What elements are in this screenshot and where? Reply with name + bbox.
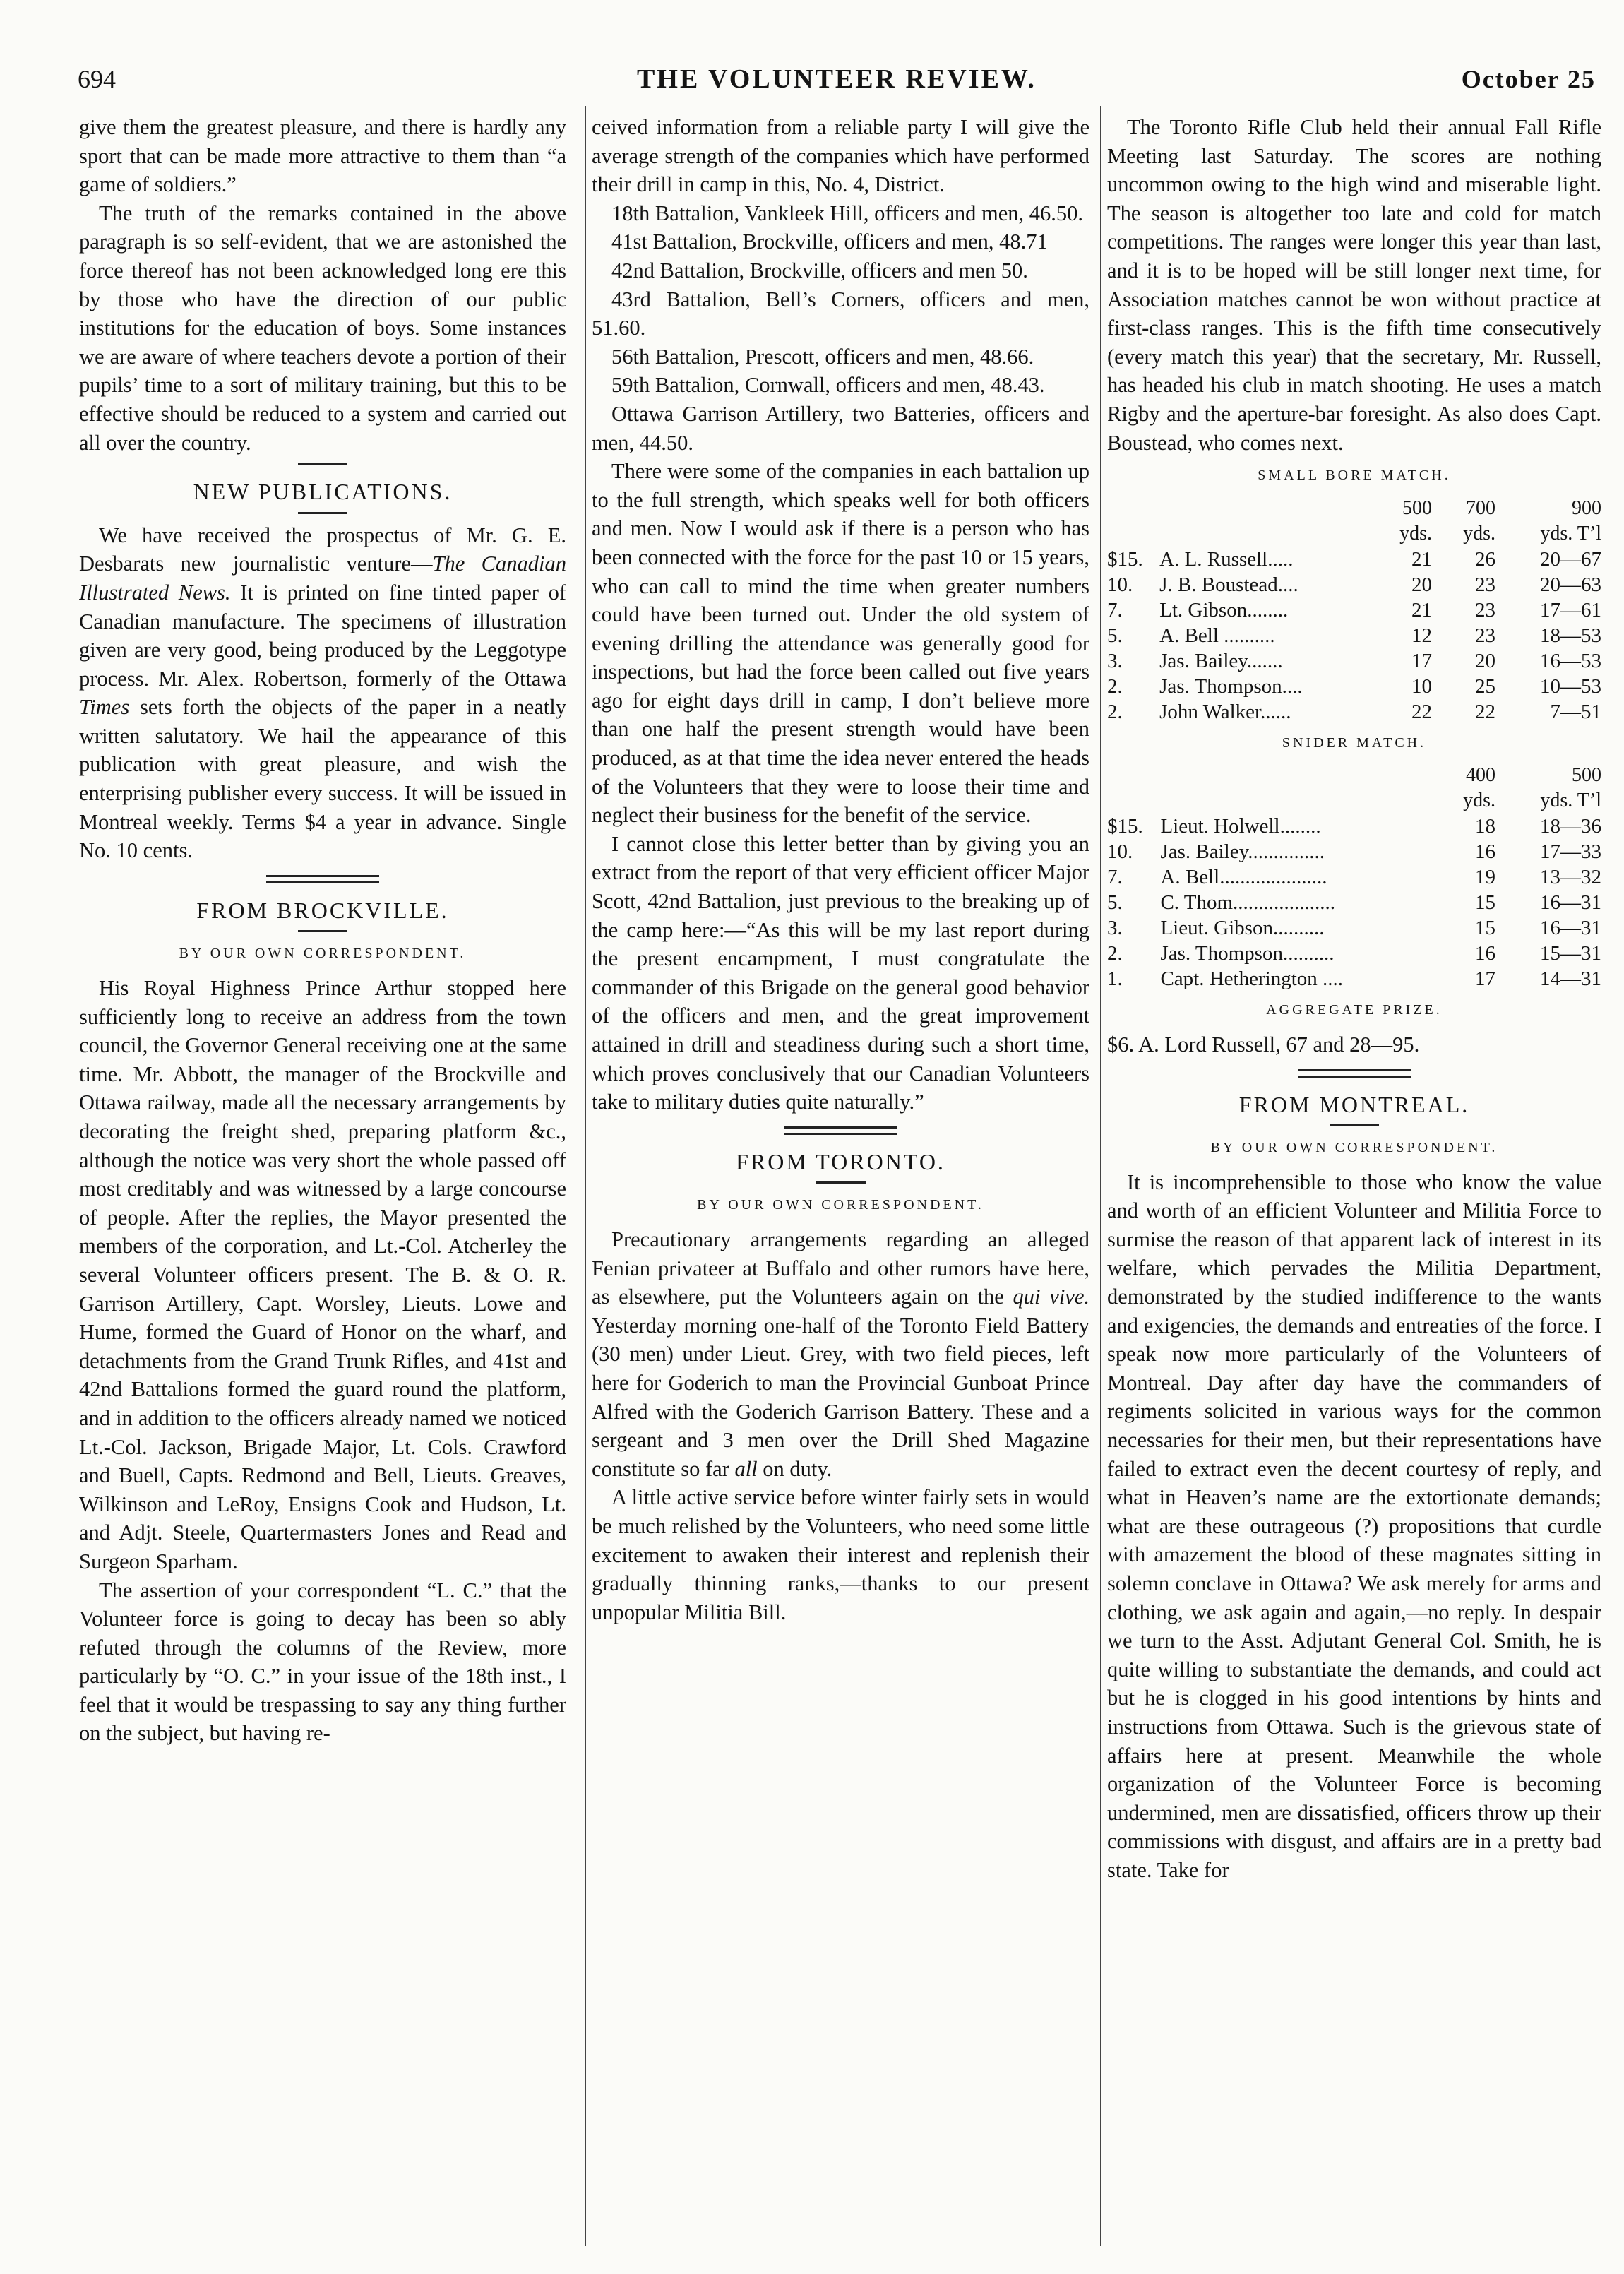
range-unit: yds. [1463, 790, 1495, 812]
prize: 2. [1107, 942, 1123, 965]
section-rule [1298, 1069, 1411, 1078]
publication-title: Times [79, 695, 130, 720]
range-header: 400 [1466, 764, 1495, 787]
score-total: 15—31 [1540, 942, 1601, 965]
small-bore-table [1107, 496, 1601, 725]
score: 20 [1475, 649, 1495, 672]
score: 15 [1475, 917, 1495, 940]
text-run: It is printed on fine tinted paper of Canadian manufacture. The specimens of illustration given are very good, being produced by the Leggotype process. Mr. Alex. Robertson, formerly of the Ottawa [79, 580, 566, 691]
section-rule [784, 1126, 897, 1135]
battalion-entry: 56th Battalion, Prescott, officers and men, 48.66. [611, 344, 1034, 369]
score: 21 [1411, 547, 1432, 571]
score: 26 [1475, 547, 1495, 571]
prize: $15. [1107, 547, 1143, 571]
prize: $15. [1107, 815, 1143, 838]
prize: 10. [1107, 573, 1133, 596]
text-run: We have received the prospectus of Mr. G. E. Desbarats new journalistic venture— [79, 523, 566, 576]
shooter-name: A. Bell..................... [1160, 866, 1327, 889]
paragraph: There were some of the companies in each battalion up to the full strength, which speaks well for both officers and men. Now I would ask if there is a person who has been connected with the force for the past 10 or 15 years, who can call to mind the time when greater numbers could have been turned out. Under the old system of evening drilling the attendance was generally good for inspections, but had the force been called out five years ago for eight days drill in camp, I don’t believe more than one half the present strength would have been produced, as at that time the idea never entered the heads of the Volunteers that they were to loose their time and neglect their business for the benefit of the service. [592, 459, 1089, 828]
prize: 7. [1107, 866, 1123, 889]
table-row [1107, 597, 1601, 623]
prize: 3. [1107, 649, 1123, 672]
battalion-entry: 59th Battalion, Cornwall, officers and men, 48.43. [611, 373, 1045, 398]
section-rule [298, 512, 347, 514]
score-total: 13—32 [1540, 866, 1601, 889]
table-row [1107, 864, 1601, 890]
range-unit: yds. [1399, 522, 1432, 544]
section-rule [816, 1181, 866, 1184]
table-row [1107, 839, 1601, 864]
score: 19 [1475, 866, 1495, 889]
text-run: sets forth the objects of the paper in a neatly written salutatory. We hail the appearance of this publication with great pleasure, and wish the enterprising publisher every success. It will be issued in Montreal weekly. Terms $4 a year in advance. Single No. 10 cents. [79, 695, 566, 863]
text-run: on duty. [757, 1456, 832, 1481]
score: 20 [1411, 573, 1432, 596]
score-total: 18—53 [1540, 624, 1601, 647]
shooter-name: Jas. Bailey....... [1159, 649, 1283, 672]
section-rule [298, 463, 347, 465]
shooter-name: Jas. Thompson.......... [1160, 942, 1335, 965]
prize: 2. [1107, 700, 1123, 723]
issue-date: October 25 [1461, 65, 1596, 93]
paragraph: The Toronto Rifle Club held their annual Fall Rifle Meeting last Saturday. The scores are nothing uncommon owing to the high wind and miserable light. The season is altogether too late and cold for match competitions. The ranges were longer this year than last, and it is to be hoped will be still longer next time, for Association matches cannot be won without practice at first-class ranges. This is the fifth time consecutively (every match this year) that the secretary, Mr. Russell, has headed his club in match shooting. He uses a match Rigby and the aperture-bar foresight. As also does Capt. Boustead, who comes next. [1107, 115, 1601, 455]
shooter-name: A. L. Russell..... [1159, 547, 1294, 571]
table-row [1107, 814, 1601, 839]
prize: 5. [1107, 624, 1123, 647]
masthead [78, 58, 1596, 100]
table-row [1107, 966, 1601, 992]
score-total: 17—61 [1540, 598, 1601, 621]
shooter-name: Lt. Gibson........ [1159, 598, 1289, 621]
score-total: 10—53 [1540, 674, 1601, 698]
paragraph: The assertion of your correspondent “L. C.” that the Volunteer force is going to decay has been so ably refuted through the columns of the Review, more particularly by “O. C.” in your issue of the 18th inst., I feel that it would be trespassing to say any thing further on the subject, but having re- [79, 1578, 566, 1746]
byline: BY OUR OWN CORRESPONDENT. [1210, 1140, 1498, 1156]
shooter-name: Jas. Bailey............... [1160, 840, 1325, 864]
battalion-entry: Ottawa Garrison Artillery, two Batteries, officers and men, 44.50. [592, 401, 1089, 455]
section-rule [1330, 1124, 1379, 1126]
prize: 2. [1107, 674, 1123, 698]
match-title: SMALL BORE MATCH. [1258, 468, 1451, 484]
score: 15 [1475, 891, 1495, 915]
italic-phrase: all [734, 1456, 758, 1481]
prize: 1. [1107, 968, 1123, 991]
score: 23 [1475, 598, 1495, 621]
shooter-name: Lieut. Holwell........ [1160, 815, 1321, 838]
byline: BY OUR OWN CORRESPONDENT. [179, 946, 467, 962]
table-row [1107, 674, 1601, 699]
paragraph: A little active service before winter fairly sets in would be much relished by the Volunteers, who need some little excitement to awaken their interest and replenish their gradually thinning ranks,—thanks to our present unpopular Militia Bill. [592, 1485, 1089, 1624]
newspaper-title: THE VOLUNTEER REVIEW. [637, 64, 1037, 94]
score: 16 [1475, 840, 1495, 864]
prize: 3. [1107, 917, 1123, 940]
score-total: 16—31 [1540, 917, 1601, 940]
score-total: 16—31 [1540, 891, 1601, 915]
range-unit: yds. T’l [1540, 522, 1601, 544]
score: 17 [1411, 649, 1432, 672]
table-row [1107, 648, 1601, 674]
battalion-entry: 43rd Battalion, Bell’s Corners, officers and men, 51.60. [592, 287, 1089, 340]
shooter-name: C. Thom.................... [1160, 891, 1336, 915]
paragraph: I cannot close this letter better than by giving you an extract from the report of that very efficient officer Major Scott, 42nd Battalion, just previous to the breaking up of the camp here:—“As this will be my last report during the present encampment, I must congratulate the commander of this Brigade on the general good behavior of the officers and men, and the great improvement attained in drill and steadiness during such a short time, which proves conclusively that our Canadian Volunteers take to military duties quite naturally.” [592, 831, 1089, 1114]
section-rule [298, 930, 347, 932]
table-row [1107, 699, 1601, 725]
paragraph: ceived information from a reliable party I will give the average strength of the companies which have performed their drill in camp in this, No. 4, District. [592, 115, 1089, 197]
battalion-entry: 18th Battalion, Vankleek Hill, officers and men, 46.50. [611, 201, 1084, 225]
table-row [1107, 547, 1601, 572]
text-run: Yesterday morning one-half of the Toronto Field Battery (30 men) under Lieut. Grey, with two field pieces, left here for Goderich to man the Provincial Gunboat Prince Alfred with the Goderich Garrison Battery. These and a sergeant and 3 men over the Drill Shed Magazine constitute so far [592, 1313, 1089, 1481]
shooter-name: Jas. Thompson.... [1159, 674, 1303, 698]
italic-phrase: qui vive. [1013, 1285, 1089, 1309]
table-row [1107, 890, 1601, 915]
shooter-name: Capt. Hetherington .... [1160, 968, 1344, 991]
score: 10 [1411, 674, 1432, 698]
score: 22 [1475, 700, 1495, 723]
range-header: 700 [1466, 496, 1495, 519]
paragraph [79, 521, 566, 865]
table-row [1107, 623, 1601, 648]
column-1 [79, 113, 566, 2274]
shooter-name: J. B. Boustead.... [1159, 573, 1298, 596]
range-header: 500 [1402, 496, 1432, 519]
column-rule [585, 106, 586, 2246]
text-run: Precautionary arrangements regarding an alleged Fenian privateer at Buffalo and other rumors have here, as elsewhere, put the Volunteers again on the [592, 1227, 1089, 1309]
range-header: 900 [1572, 496, 1601, 519]
score: 23 [1475, 624, 1495, 647]
score-total: 16—53 [1540, 649, 1601, 672]
score: 12 [1411, 624, 1432, 647]
section-heading: FROM MONTREAL. [1238, 1091, 1470, 1117]
match-title: SNIDER MATCH. [1282, 734, 1427, 751]
publication-title: The Canadian Illustrated News. [79, 552, 566, 605]
shooter-name: A. Bell .......... [1159, 624, 1275, 647]
paragraph: The truth of the remarks contained in the above paragraph is so self-evident, that we are astonished the force thereof has not been acknowledged long ere this by those who have the direction of our public institutions for the education of boys. Some instances we are aware of where teachers devote a portion of their pupils’ time to a sort of military training, but this to be effective should be reduced to a system and carried out all over the country. [79, 201, 566, 455]
snider-table [1107, 763, 1601, 992]
score: 16 [1475, 942, 1495, 965]
score-total: 17—33 [1540, 840, 1601, 864]
score: 22 [1411, 700, 1432, 723]
page-number: 694 [78, 65, 116, 93]
column-2 [592, 113, 1089, 2274]
score-total: 18—36 [1540, 815, 1601, 838]
score-total: 20—63 [1540, 573, 1601, 596]
score-total: 20—67 [1540, 547, 1601, 571]
prize: 7. [1107, 598, 1123, 621]
section-heading: FROM TORONTO. [736, 1148, 945, 1174]
column-3 [1107, 113, 1601, 2274]
paragraph: It is incomprehensible to those who know the value and worth of an efficient Volunteer and Militia Force to surmise the reason of that apparent lack of interest in its welfare, which pervades the Militia Department, demonstrated by the studied indifference to the wants and exigencies, the demands and entreaties of the force. I speak now more particularly of the Volunteers of Montreal. Day after day have the commanders of regiments solicited in various ways for the common necessaries for their men, but their representations have failed to extract even the decent courtesy of reply, and what in Heaven’s name are the extortionate demands; what are these outrageous (?) propositions that curdle with amazement the blood of these magnates sitting in solemn conclave in Ottawa? We ask merely for arms and clothing, we ask again and again,—no reply. In despair we turn to the Asst. Adjutant General Col. Smith, he is quite willing to substantiate the demands, and could act but he is clogged in his good intentions by hints and instructions from Ottawa. Such is the grievous state of affairs here at present. Meanwhile the whole organization of the Volunteer Force is becoming undermined, men are dissatisfied, officers throw up their commissions with disgust, and affairs are in a pretty bad state. Take for [1107, 1169, 1601, 1882]
battalion-entry: 41st Battalion, Brockville, officers and men, 48.71 [611, 230, 1048, 254]
table-row [1107, 915, 1601, 941]
section-heading: FROM BROCKVILLE. [196, 897, 449, 923]
range-unit: yds. [1463, 522, 1495, 544]
score: 21 [1411, 598, 1432, 621]
battalion-entry: 42nd Battalion, Brockville, officers and men 50. [611, 258, 1028, 282]
score-total: 14—31 [1540, 968, 1601, 991]
byline: BY OUR OWN CORRESPONDENT. [697, 1197, 984, 1213]
shooter-name: Lieut. Gibson.......... [1160, 917, 1325, 940]
prize: 5. [1107, 891, 1123, 915]
score: 18 [1475, 815, 1495, 838]
range-header: 500 [1572, 764, 1601, 787]
range-unit: yds. T’l [1540, 790, 1601, 812]
score: 17 [1475, 968, 1495, 991]
score: 25 [1475, 674, 1495, 698]
paragraph: His Royal Highness Prince Arthur stopped here sufficiently long to receive an address from the town council, the Governor General receiving one at the same time. Mr. Abbott, the manager of the Brockville and Ottawa railway, made all the necessary arrangements by decorating the freight shed, preparing platform &c., although the notice was very short the whole passed off most creditably and was witnessed by a large concourse of people. After the replies, the Mayor presented the members of the corporation, and Lt.-Col. Atcherley the several Volunteer officers present. The B. & O. R. Garrison Artillery, Capt. Worsley, Lieuts. Lowe and Hume, formed the Guard of Honor on the wharf, and detachments from the Grand Trunk Rifles, and 41st and 42nd Battalions formed the guard round the platform, and in addition to the officers already named we noticed Lt.-Col. Jackson, Brigade Major, Lt. Cols. Crawford and Buell, Capts. Redmond and Bell, Lieuts. Greaves, Wilkinson and LeRoy, Ensigns Cook and Hudson, Lt. and Adjt. Steele, Quartermasters Jones and Read and Surgeon Sparham. [79, 976, 566, 1573]
prize: 10. [1107, 840, 1133, 864]
section-heading: NEW PUBLICATIONS. [193, 479, 453, 505]
table-row [1107, 941, 1601, 966]
paragraph: give them the greatest pleasure, and there is hardly any sport that can be made more attractive to them than “a game of soldiers.” [79, 115, 566, 197]
column-rule [1100, 106, 1101, 2246]
score-total: 7—51 [1550, 700, 1601, 723]
score: 23 [1475, 573, 1495, 596]
aggregate-prize: $6. A. Lord Russell, 67 and 28—95. [1107, 1032, 1420, 1056]
section-rule [266, 875, 379, 883]
paragraph [592, 1225, 1089, 1483]
aggregate-title: AGGREGATE PRIZE. [1266, 1002, 1443, 1018]
table-row [1107, 572, 1601, 597]
shooter-name: John Walker...... [1159, 700, 1291, 723]
